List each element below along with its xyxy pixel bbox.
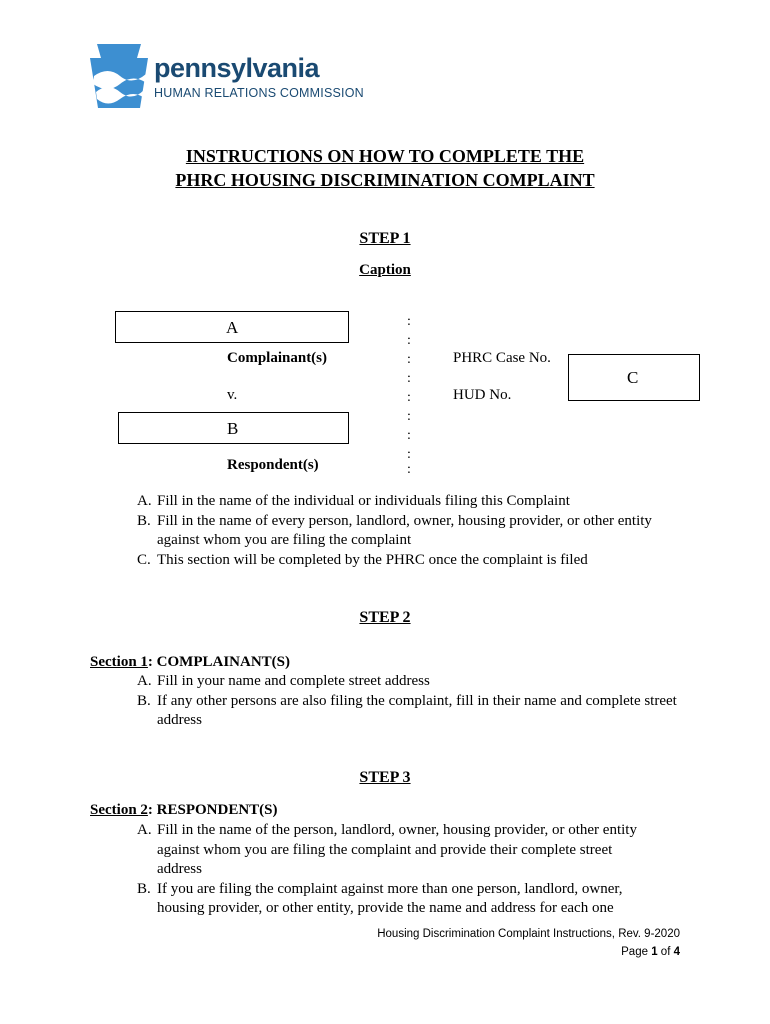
list-item: A. Fill in the name of the individual or individuals filing this Complaint <box>137 493 570 509</box>
page-title-line-2: PHRC HOUSING DISCRIMINATION COMPLAINT <box>175 170 595 190</box>
step-2-heading: STEP 2 <box>359 609 411 626</box>
case-number-box <box>568 354 700 401</box>
step-1-heading: STEP 1 <box>359 230 411 247</box>
section-2-heading: Section 2: RESPONDENT(S) <box>90 802 278 818</box>
caption-heading: Caption <box>359 262 411 278</box>
footer-revision: Housing Discrimination Complaint Instructions, Rev. 9-2020 <box>377 928 680 940</box>
list-item: A. Fill in your name and complete street address <box>137 673 430 689</box>
hud-no-label: HUD No. <box>453 387 512 403</box>
logo-wordmark: pennsylvania <box>154 53 320 83</box>
box-label-a: A <box>226 318 239 337</box>
logo-subtitle: HUMAN RELATIONS COMMISSION <box>154 86 364 100</box>
respondent-label: Respondent(s) <box>227 457 319 473</box>
complainant-box <box>115 311 349 343</box>
list-item: A. Fill in the name of the person, landlord, owner, housing provider, or other entity against whom you are filing the complaint and provide their complete street address <box>137 822 637 877</box>
step-3-heading: STEP 3 <box>359 769 411 786</box>
list-item: B. Fill in the name of every person, landlord, owner, housing provider, or other entity against whom you are filing the complaint <box>137 512 652 548</box>
complainant-label: Complainant(s) <box>227 350 328 366</box>
section-1-heading: Section 1: COMPLAINANT(S) <box>90 654 290 670</box>
box-label-b: B <box>227 419 239 438</box>
step-2-instructions <box>137 672 677 731</box>
keystone-logo-icon <box>90 44 148 108</box>
respondent-box <box>118 412 349 444</box>
box-label-c: C <box>627 368 639 387</box>
list-item: C. This section will be completed by the PHRC once the complaint is filed <box>137 551 588 568</box>
versus-label: v. <box>227 387 238 403</box>
list-item: B. If any other persons are also filing the complaint, fill in their name and complete street address <box>137 692 677 728</box>
step-3-instructions <box>137 821 657 919</box>
footer-page-number: Page 1 of 4 <box>621 946 680 958</box>
page-title-line-1: INSTRUCTIONS ON HOW TO COMPLETE THE <box>185 146 585 166</box>
phrc-case-no-label: PHRC Case No. <box>453 350 551 366</box>
list-item: B. If you are filing the complaint against more than one person, landlord, owner, housing provider, or other entity, provide the name and address for each one <box>137 880 623 916</box>
step-1-instructions <box>137 492 677 570</box>
